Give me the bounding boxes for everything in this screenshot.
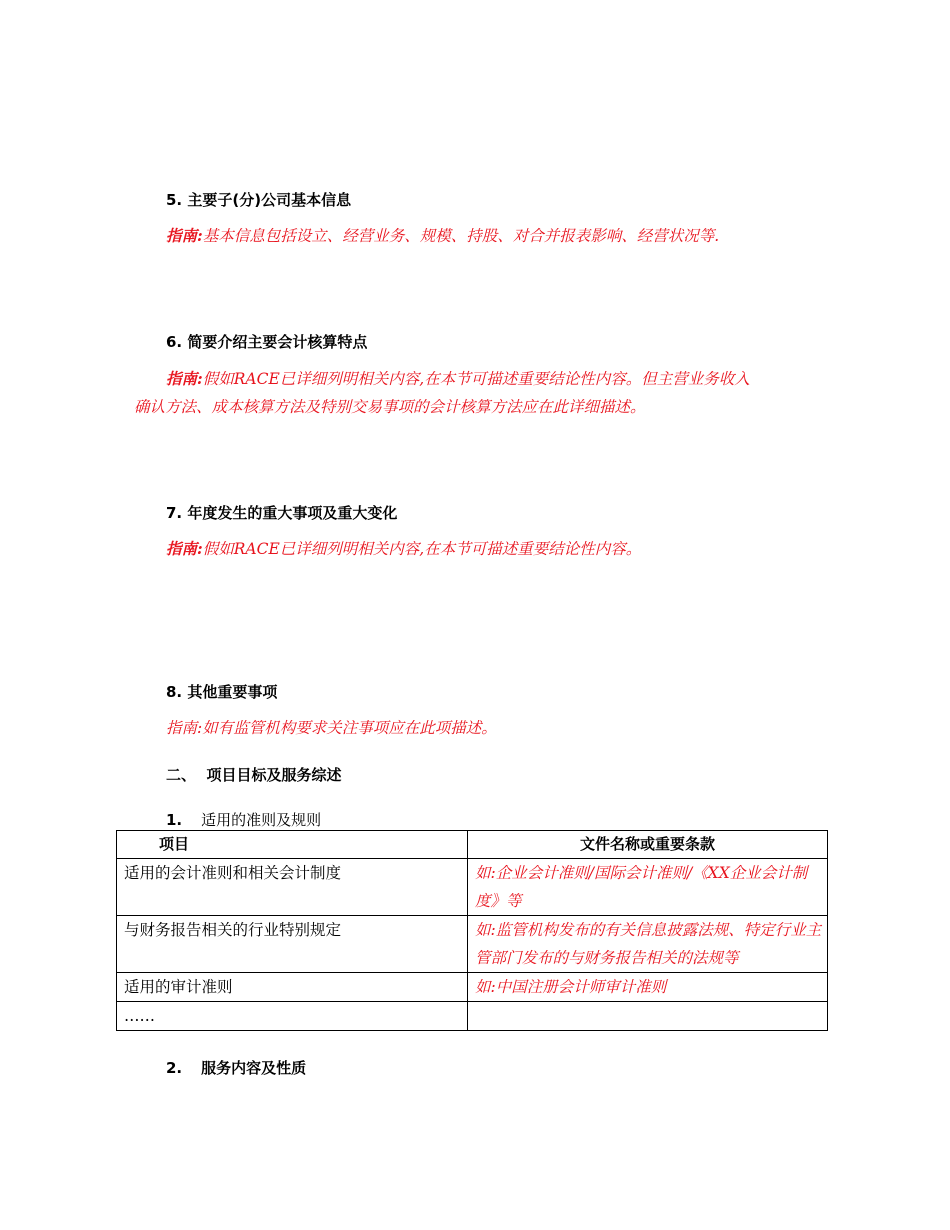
- table-header-row: [117, 831, 828, 859]
- table-header-cell: 文件名称或重要条款: [468, 831, 828, 859]
- guide-note: [166, 224, 719, 246]
- subsection-title: 服务内容及性质: [201, 1059, 307, 1077]
- table-cell: 适用的会计准则和相关会计制度: [117, 859, 468, 916]
- table-cell: [468, 1002, 828, 1031]
- guide-label: 指南:: [166, 369, 203, 388]
- rules-table: [116, 830, 828, 1031]
- section-heading: 8. 其他重要事项: [166, 683, 278, 701]
- subsection-heading: [166, 1057, 306, 1078]
- section-heading: 7. 年度发生的重大事项及重大变化: [166, 504, 398, 522]
- section-heading: 5. 主要子(分)公司基本信息: [166, 191, 352, 209]
- section-heading: 6. 简要介绍主要会计核算特点: [166, 333, 368, 351]
- table-cell: 与财务报告相关的行业特别规定: [117, 916, 468, 973]
- guide-label: 指南:: [166, 226, 203, 245]
- guide-note: [166, 367, 750, 389]
- table-row: [117, 973, 828, 1002]
- subsection-title: 适用的准则及规则: [201, 811, 322, 829]
- table-row: [117, 916, 828, 973]
- table-cell: ……: [117, 1002, 468, 1031]
- guide-note: [166, 537, 641, 559]
- guide-text: 基本信息包括设立、经营业务、规模、持股、对合并报表影响、经营状况等.: [202, 227, 720, 245]
- guide-text: 假如RACE已详细列明相关内容,在本节可描述重要结论性内容。: [202, 540, 642, 558]
- table-row: [117, 859, 828, 916]
- table-cell: 如:企业会计准则/国际会计准则/《XX企业会计制度》等: [468, 859, 828, 916]
- guide-text: 假如RACE已详细列明相关内容,在本节可描述重要结论性内容。但主营业务收入: [202, 370, 750, 388]
- table-row: [117, 1002, 828, 1031]
- guide-text-continued: 确认方法、成本核算方法及特别交易事项的会计核算方法应在此详细描述。: [134, 398, 646, 416]
- table-cell: 适用的审计准则: [117, 973, 468, 1002]
- table-cell: 如:中国注册会计师审计准则: [468, 973, 828, 1002]
- subsection-heading: [166, 809, 321, 830]
- part-title: 二、 项目目标及服务综述: [166, 766, 342, 784]
- guide-note: 指南:如有监管机构要求关注事项应在此项描述。: [166, 719, 497, 737]
- table-header-cell: 项目: [117, 831, 468, 859]
- subsection-number: 1.: [166, 811, 183, 829]
- guide-label: 指南:: [166, 539, 203, 558]
- subsection-number: 2.: [166, 1059, 183, 1077]
- table-cell: 如:监管机构发布的有关信息披露法规、特定行业主管部门发布的与财务报告相关的法规等: [468, 916, 828, 973]
